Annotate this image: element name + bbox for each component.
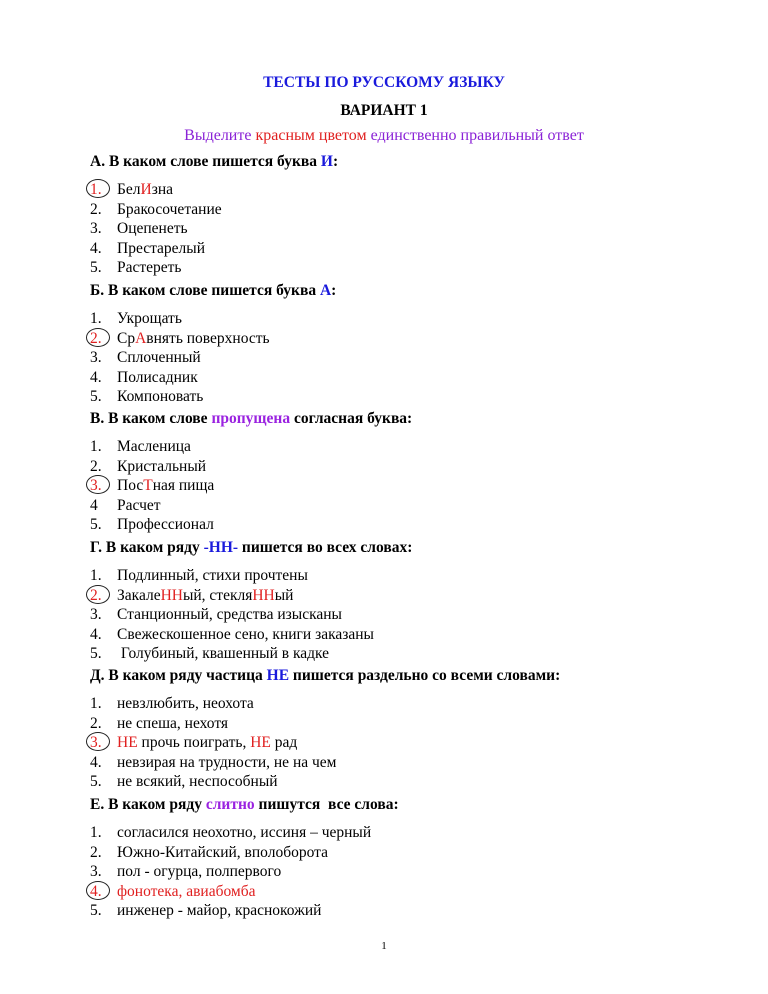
answer-number: 1. bbox=[90, 438, 102, 455]
answer-b-2[interactable] bbox=[90, 329, 730, 349]
answer-text-part: Ср bbox=[117, 329, 136, 347]
variant-heading: ВАРИАНТ 1 bbox=[340, 102, 428, 119]
answer-number: 2. bbox=[90, 200, 102, 218]
question-e-post: пишутся все слова: bbox=[254, 796, 399, 813]
answer-number: 3. bbox=[90, 220, 102, 237]
answer-d-3[interactable] bbox=[90, 733, 730, 753]
answer-e-3[interactable] bbox=[90, 862, 730, 882]
answer-number: 5. bbox=[90, 645, 102, 662]
answer-a-2[interactable] bbox=[90, 200, 730, 220]
answer-text-highlight: А bbox=[135, 329, 147, 347]
answer-text-part: Бел bbox=[117, 181, 141, 198]
answer-text: Свежескошенное сено, книги заказаны bbox=[117, 625, 374, 643]
answer-text: Южно-Китайский, вполоборота bbox=[117, 843, 328, 861]
answer-text: не спеша, нехотя bbox=[117, 714, 229, 732]
answer-number: 2. bbox=[90, 329, 102, 347]
answer-a-4[interactable] bbox=[90, 239, 730, 259]
answer-b-1[interactable] bbox=[90, 309, 730, 329]
answer-text: Сплоченный bbox=[117, 349, 201, 366]
answer-number: 3. bbox=[90, 349, 102, 366]
answer-text: Престарелый bbox=[117, 239, 206, 257]
answer-text-part: ый bbox=[274, 586, 294, 604]
answer-list-d bbox=[90, 694, 730, 792]
answer-a-5[interactable] bbox=[90, 258, 730, 278]
answer-list-b bbox=[90, 309, 730, 407]
question-a-pre: А. В каком слове пишется буква bbox=[90, 153, 321, 170]
answer-number: 3. bbox=[90, 477, 102, 494]
answer-text-part: прочь поиграть, bbox=[137, 734, 251, 751]
page-title: ТЕСТЫ ПО РУССКОМУ ЯЗЫКУ bbox=[263, 74, 505, 91]
answer-v-5[interactable] bbox=[90, 515, 730, 535]
answer-text: фонотека, авиабомба bbox=[117, 882, 256, 900]
instruction-highlight: красным цветом bbox=[255, 127, 367, 144]
answer-text-highlight: НЕ bbox=[250, 734, 271, 751]
answer-number: 4. bbox=[90, 882, 102, 900]
answer-text-highlight: НН bbox=[252, 586, 275, 604]
answer-v-3[interactable] bbox=[90, 476, 730, 496]
answer-v-1[interactable] bbox=[90, 437, 730, 457]
question-d-text bbox=[90, 666, 730, 690]
answer-text: согласился неохотно, иссиня – черный bbox=[117, 824, 372, 841]
answer-number: 2. bbox=[90, 586, 102, 604]
instruction-post: единственно правильный ответ bbox=[366, 127, 584, 144]
question-d-post: пишется раздельно со всеми словами: bbox=[289, 667, 561, 684]
question-a-highlight: И bbox=[320, 153, 333, 170]
answer-list-e bbox=[90, 823, 730, 921]
answer-number: 5. bbox=[90, 388, 102, 405]
answer-number: 5. bbox=[90, 259, 102, 276]
question-g-text bbox=[90, 538, 730, 562]
answer-g-5[interactable] bbox=[90, 644, 730, 664]
answer-g-2[interactable] bbox=[90, 586, 730, 606]
question-d-highlight: НЕ bbox=[266, 667, 290, 684]
question-b-text bbox=[90, 281, 730, 305]
question-a-post: : bbox=[332, 153, 339, 170]
answer-number: 4. bbox=[90, 625, 102, 643]
answer-text: инженер - майор, краснокожий bbox=[117, 902, 322, 919]
answer-number: 4 bbox=[90, 496, 98, 514]
answer-text-part: Пос bbox=[117, 477, 144, 494]
question-v bbox=[90, 409, 730, 535]
answer-number: 3. bbox=[90, 863, 102, 880]
question-v-text bbox=[90, 409, 730, 433]
question-b-highlight: А bbox=[319, 282, 332, 299]
question-a bbox=[90, 152, 730, 278]
answer-a-3[interactable] bbox=[90, 219, 730, 239]
answer-text: Укрощать bbox=[117, 310, 182, 327]
answer-v-2[interactable] bbox=[90, 457, 730, 477]
question-d-pre: Д. В каком ряду частица bbox=[90, 667, 267, 684]
question-b-pre: Б. В каком слове пишется буква bbox=[90, 282, 320, 299]
answer-number: 1. bbox=[90, 567, 102, 584]
answer-b-5[interactable] bbox=[90, 387, 730, 407]
answer-list-v bbox=[90, 437, 730, 535]
answer-number: 4. bbox=[90, 368, 102, 386]
answer-number: 1. bbox=[90, 181, 102, 198]
answer-b-3[interactable] bbox=[90, 348, 730, 368]
question-a-text bbox=[90, 152, 730, 176]
answer-g-1[interactable] bbox=[90, 566, 730, 586]
answer-text: Бракосочетание bbox=[117, 200, 222, 218]
question-v-post: согласная буква: bbox=[290, 410, 413, 427]
answer-number: 5. bbox=[90, 773, 102, 790]
answer-text: Полисадник bbox=[117, 368, 198, 386]
answer-text: Подлинный, стихи прочтены bbox=[117, 567, 308, 584]
answer-d-5[interactable] bbox=[90, 772, 730, 792]
question-v-highlight: пропущена bbox=[211, 410, 291, 427]
question-e-highlight: слитно bbox=[205, 796, 255, 813]
answer-text: невзлюбить, неохота bbox=[117, 695, 254, 712]
answer-a-1[interactable] bbox=[90, 180, 730, 200]
answer-e-4[interactable] bbox=[90, 882, 730, 902]
answer-number: 1. bbox=[90, 310, 102, 327]
answer-text-part: внять поверхность bbox=[146, 329, 270, 347]
page-number: 1 bbox=[381, 940, 387, 952]
answer-text bbox=[117, 586, 293, 606]
answer-e-2[interactable] bbox=[90, 843, 730, 863]
question-v-pre: В. В каком слове bbox=[90, 410, 212, 427]
answer-b-4[interactable] bbox=[90, 368, 730, 388]
answer-list-g bbox=[90, 566, 730, 664]
question-b bbox=[90, 281, 730, 407]
answer-number: 2. bbox=[90, 843, 102, 861]
answer-text: не всякий, неспособный bbox=[117, 773, 278, 790]
answer-g-3[interactable] bbox=[90, 605, 730, 625]
answer-text bbox=[117, 476, 214, 496]
answer-text-highlight: И bbox=[140, 181, 152, 198]
answer-text: Компоновать bbox=[117, 388, 204, 405]
question-g bbox=[90, 538, 730, 664]
question-g-post: пишется во всех словах: bbox=[238, 539, 413, 556]
answer-number: 2. bbox=[90, 457, 102, 475]
answer-number: 4. bbox=[90, 239, 102, 257]
answer-text: Кристальный bbox=[117, 457, 207, 475]
answer-d-2[interactable] bbox=[90, 714, 730, 734]
answer-text: Голубиный, квашенный в кадке bbox=[117, 645, 330, 662]
question-d bbox=[90, 666, 730, 792]
answer-number: 1. bbox=[90, 695, 102, 712]
answer-v-4[interactable] bbox=[90, 496, 730, 516]
answer-e-5[interactable] bbox=[90, 901, 730, 921]
answer-number: 2. bbox=[90, 714, 102, 732]
question-g-pre: Г. В каком ряду bbox=[90, 539, 204, 556]
question-g-highlight: -НН- bbox=[203, 539, 239, 556]
question-e-text bbox=[90, 795, 730, 819]
answer-text-part: ная пища bbox=[152, 477, 215, 494]
answer-text bbox=[117, 180, 173, 200]
answer-number: 3. bbox=[90, 606, 102, 623]
instruction-pre: Выделите bbox=[184, 127, 256, 144]
answer-list-a bbox=[90, 180, 730, 278]
answer-text-part: рад bbox=[270, 734, 298, 751]
answer-text: Масленица bbox=[117, 438, 191, 455]
answer-e-1[interactable] bbox=[90, 823, 730, 843]
answer-g-4[interactable] bbox=[90, 625, 730, 645]
answer-text-highlight: Т bbox=[143, 477, 153, 494]
answer-text-part: ый, стекля bbox=[182, 586, 253, 604]
answer-text: Станционный, средства изысканы bbox=[117, 606, 342, 623]
answer-text bbox=[117, 733, 297, 753]
answer-text: Расчет bbox=[117, 496, 161, 514]
answer-text-highlight: НЕ bbox=[117, 734, 138, 751]
answer-text: Профессионал bbox=[117, 516, 214, 533]
answer-number: 4. bbox=[90, 753, 102, 771]
answer-text: пол - огурца, полпервого bbox=[117, 863, 282, 880]
answer-number: 3. bbox=[90, 734, 102, 751]
question-e-pre: Е. В каком ряду bbox=[90, 796, 206, 813]
answer-d-4[interactable] bbox=[90, 753, 730, 773]
answer-text-highlight: НН bbox=[160, 586, 183, 604]
answer-text: невзирая на трудности, не на чем bbox=[117, 753, 337, 771]
answer-text-part: Закале bbox=[117, 586, 161, 604]
instruction-text bbox=[0, 127, 768, 145]
question-b-post: : bbox=[331, 282, 337, 299]
answer-text bbox=[117, 329, 270, 349]
answer-text: Растереть bbox=[117, 259, 182, 276]
answer-text: Оцепенеть bbox=[117, 220, 188, 237]
answer-number: 5. bbox=[90, 516, 102, 533]
answer-text-part: зна bbox=[151, 181, 174, 198]
question-e bbox=[90, 795, 730, 921]
answer-number: 5. bbox=[90, 902, 102, 919]
answer-d-1[interactable] bbox=[90, 694, 730, 714]
answer-number: 1. bbox=[90, 824, 102, 841]
